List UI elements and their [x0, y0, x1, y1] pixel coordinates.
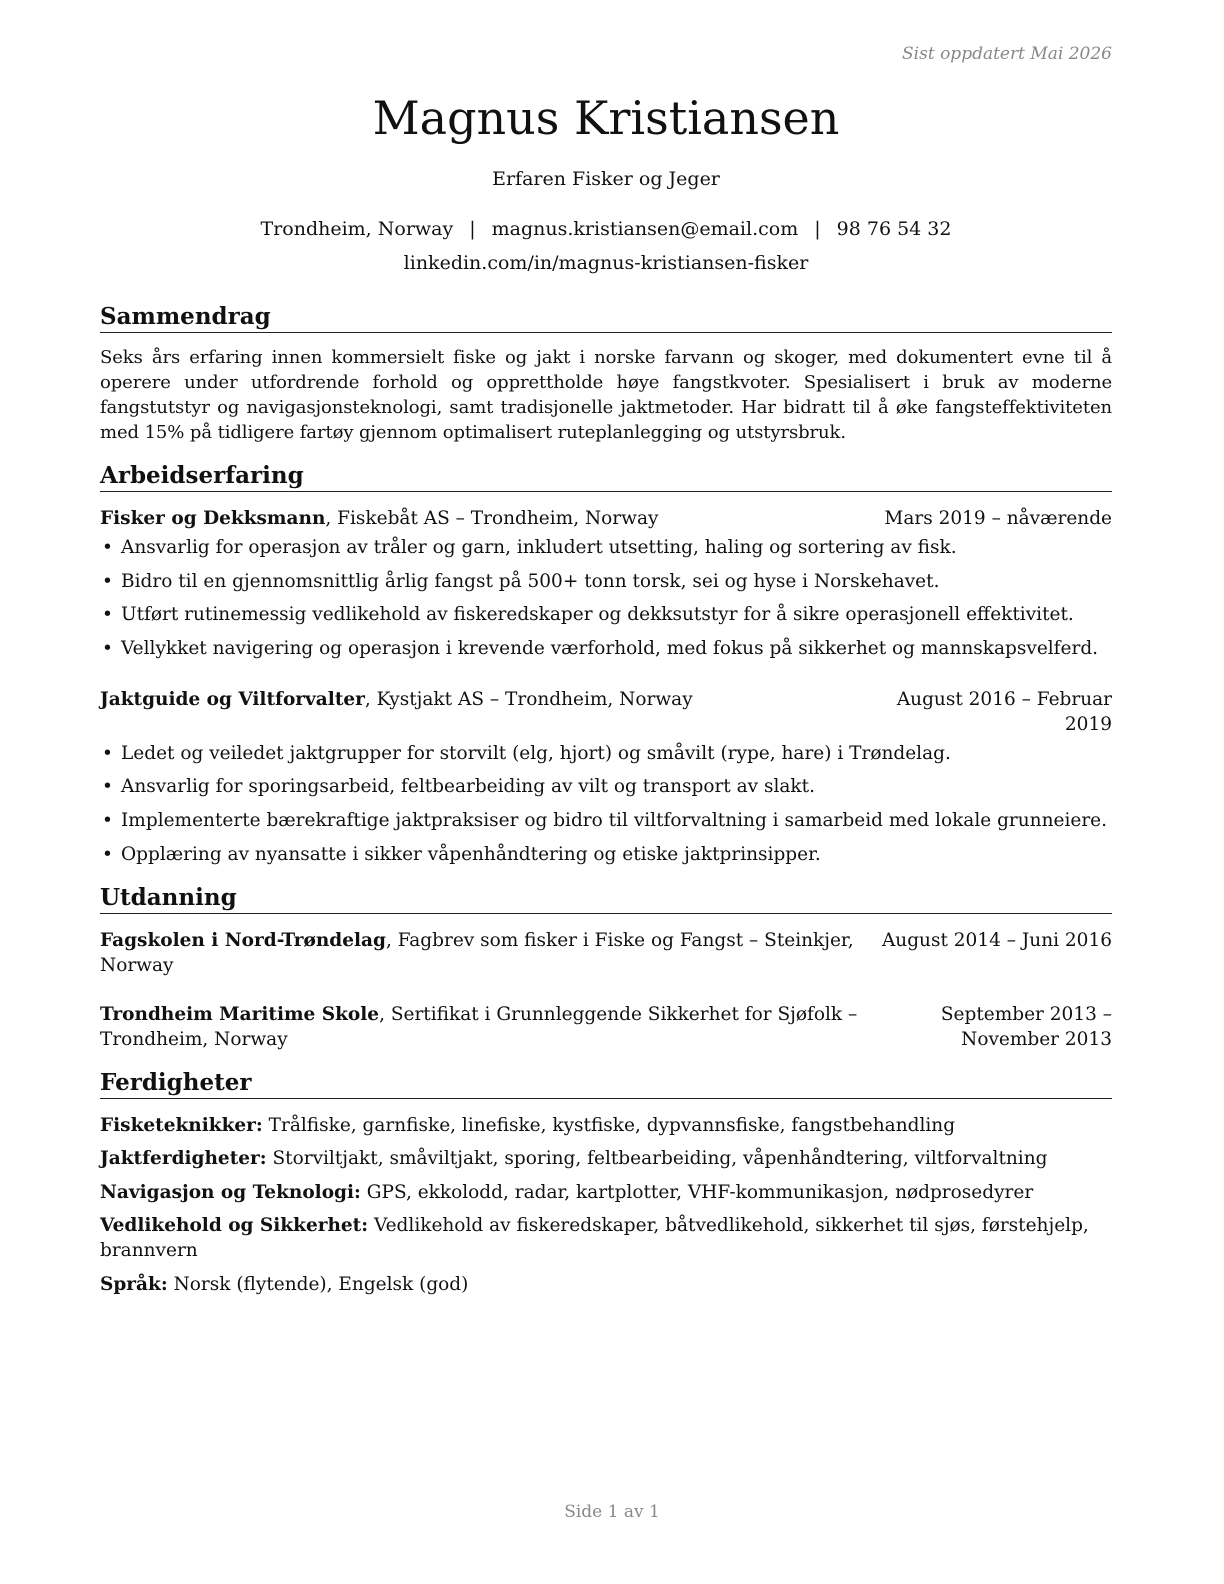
- job-org: , Fiskebåt AS – Trondheim, Norway: [325, 508, 659, 529]
- skill-value: Norsk (flytende), Engelsk (god): [167, 1273, 469, 1295]
- education-entry: [100, 1002, 1112, 1052]
- last-updated: Sist oppdatert Mai 2026: [902, 44, 1112, 64]
- bullet-item: • Ansvarlig for operasjon av tråler og garn, inkludert utsetting, haling og sortering av fisk.: [100, 535, 1112, 560]
- job-header: [100, 506, 1112, 531]
- email: magnus.kristiansen@email.com: [491, 218, 799, 240]
- education-entry: [100, 928, 1112, 978]
- skill-row: [100, 1146, 1112, 1171]
- degree-detail: , Fagbrev som fisker i Fiske og Fangst – Steinkjer, Norway: [100, 929, 854, 976]
- location: Trondheim, Norway: [260, 218, 454, 240]
- school-name: Trondheim Maritime Skole: [100, 1003, 380, 1025]
- school-name: Fagskolen i Nord-Trøndelag: [100, 929, 386, 951]
- job-bullets: [100, 741, 1112, 867]
- education-section: [100, 883, 1112, 1052]
- skill-row: [100, 1180, 1112, 1205]
- job-bullets: [100, 535, 1112, 661]
- person-name: Magnus Kristiansen: [372, 91, 840, 145]
- skill-value: Trålfiske, garnfiske, linefiske, kystfiske, dypvannsfiske, fangstbehandling: [262, 1114, 956, 1136]
- skill-value: Vedlikehold av fiskeredskaper, båtvedlikehold, sikkerhet til sjøs, førstehjelp, brannvern: [100, 1215, 1089, 1262]
- section-heading: Ferdigheter: [100, 1068, 1112, 1099]
- section-heading: Sammendrag: [100, 302, 1112, 333]
- skill-row: [100, 1272, 1112, 1297]
- bullet-item: • Ledet og veiledet jaktgrupper for storvilt (elg, hjort) og småvilt (rype, hare) i Trøndelag.: [100, 741, 1112, 766]
- bullet-item: • Implementerte bærekraftige jaktpraksiser og bidro til viltforvaltning i samarbeid med lokale grunneiere.: [100, 808, 1112, 833]
- summary-text: Seks års erfaring innen kommersielt fiske og jakt i norske farvann og skoger, med dokumentert evne til å operere under utfordrende forhold og opprettholde høye fangstkvoter. Spesialisert i bruk av moderne fangstutstyr og navigasjonsteknologi, samt tradisjonelle jaktmetoder. Har bidratt til å øke fangsteffektiviteten med 15% på tidligere fartøy gjennom optimalisert ruteplanlegging og utstyrsbruk.: [100, 347, 1112, 443]
- education-dates: September 2013 – November 2013: [940, 1003, 1112, 1050]
- bullet-item: • Bidro til en gjennomsnittlig årlig fangst på 500+ tonn torsk, sei og hyse i Norskehavet.: [100, 569, 1112, 594]
- separator: |: [814, 218, 821, 240]
- bullet-item: • Ansvarlig for sporingsarbeid, feltbearbeiding av vilt og transport av slakt.: [100, 774, 1112, 799]
- bullet-item: • Opplæring av nyansatte i sikker våpenhåndtering og etiske jaktprinsipper.: [100, 842, 1112, 867]
- skill-label: Fisketeknikker:: [100, 1114, 263, 1136]
- bullet-item: • Utført rutinemessig vedlikehold av fiskeredskaper og dekksutstyr for å sikre operasjonell effektivitet.: [100, 602, 1112, 627]
- skill-label: Jaktferdigheter:: [100, 1148, 267, 1170]
- skill-value: Storviltjakt, småviltjakt, sporing, feltbearbeiding, våpenhåndtering, viltforvaltning: [266, 1148, 1048, 1170]
- section-heading: Arbeidserfaring: [100, 461, 1112, 492]
- education-dates: August 2014 – Juni 2016: [881, 929, 1112, 951]
- job-title: Jaktguide og Viltforvalter: [100, 688, 365, 710]
- section-heading: Utdanning: [100, 883, 1112, 914]
- skills-section: [100, 1068, 1112, 1297]
- job-title: Fisker og Dekksmann: [100, 508, 326, 529]
- skill-value: GPS, ekkolodd, radar, kartplotter, VHF-kommunikasjon, nødprosedyrer: [360, 1181, 1034, 1203]
- job-dates: August 2016 – Februar 2019: [896, 688, 1112, 735]
- experience-section: [100, 461, 1112, 867]
- skill-label: Navigasjon og Teknologi:: [100, 1181, 361, 1203]
- skill-row: [100, 1113, 1112, 1138]
- bullet-item: • Vellykket navigering og operasjon i krevende værforhold, med fokus på sikkerhet og mannskapsvelferd.: [100, 636, 1112, 661]
- page-number: Side 1 av 1: [564, 1502, 660, 1522]
- skill-row: [100, 1213, 1112, 1263]
- job-entry: [100, 506, 1112, 661]
- skill-label: Vedlikehold og Sikkerhet:: [100, 1215, 369, 1237]
- resume-page: [100, 88, 1112, 1297]
- phone: 98 76 54 32: [836, 218, 952, 240]
- contact-line: [100, 216, 1112, 242]
- summary-section: [100, 302, 1112, 445]
- skill-label: Språk:: [100, 1273, 168, 1295]
- job-entry: [100, 687, 1112, 867]
- job-org: , Kystjakt AS – Trondheim, Norway: [364, 688, 693, 710]
- job-header: [100, 687, 1112, 737]
- job-dates: Mars 2019 – nåværende: [884, 508, 1112, 529]
- separator: |: [469, 218, 476, 240]
- linkedin-link: linkedin.com/in/magnus-kristiansen-fisker: [403, 252, 809, 274]
- job-title: Erfaren Fisker og Jeger: [492, 168, 720, 190]
- degree-detail: , Sertifikat i Grunnleggende Sikkerhet for Sjøfolk – Trondheim, Norway: [100, 1003, 858, 1050]
